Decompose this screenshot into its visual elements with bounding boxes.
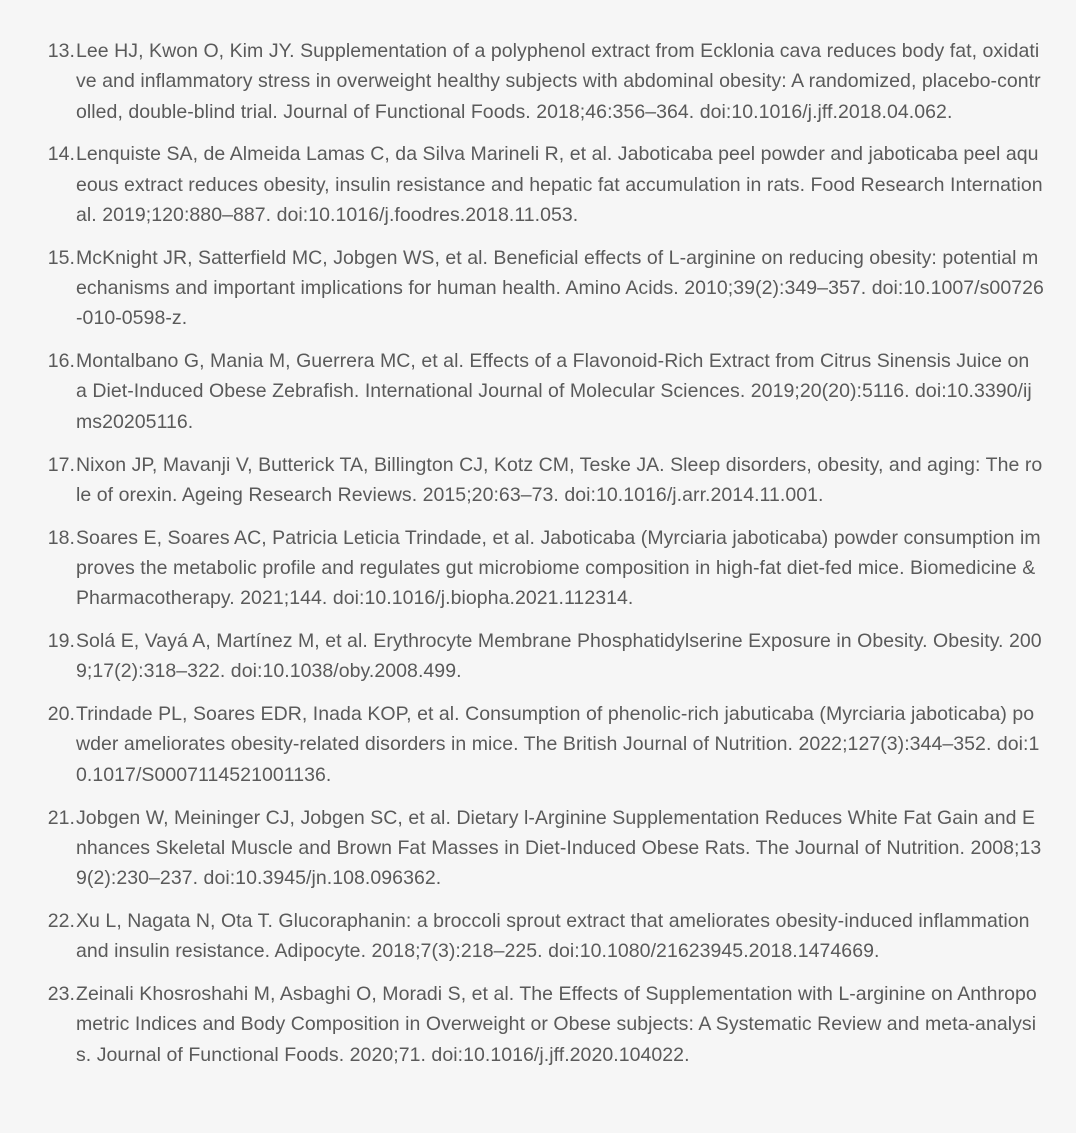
reference-number: 13.	[47, 40, 75, 62]
reference-text: McKnight JR, Satterfield MC, Jobgen WS, et al. Beneficial effects of L-arginine on reducing obesity: potential mechanisms and important implications for human health. Amino Acids. 2010;39(2):349–357. doi:10.1007/s00726-010-0598-z.	[76, 246, 1044, 330]
reference-number: 19.	[47, 630, 75, 653]
reference-number: 22.	[47, 909, 75, 932]
reference-text: Nixon JP, Mavanji V, Butterick TA, Billington CJ, Kotz CM, Teske JA. Sleep disorders, obesity, and aging: The role of orexin. Ageing Research Reviews. 2015;20:63–73. doi:10.1016/j.arr.2014.11.001.	[76, 453, 1043, 506]
reference-text: Montalbano G, Mania M, Guerrera MC, et al. Effects of a Flavonoid-Rich Extract from Citrus Sinensis Juice on a Diet-Induced Obese Zebrafish. International Journal of Molecular Sciences. 2019;20(20):5116. doi:10.3390/ijms20205116.	[76, 350, 1032, 433]
reference-text: Soares E, Soares AC, Patricia Leticia Trindade, et al. Jaboticaba (Myrciaria jaboticaba) powder consumption improves the metabolic profile and regulates gut microbiome composition in high-fat diet-fed mice. Biomedicine & Pharmacotherapy. 2021;144. doi:10.1016/j.biopha.2021.112314.	[76, 526, 1041, 610]
reference-text: Solá E, Vayá A, Martínez M, et al. Erythrocyte Membrane Phosphatidylserine Exposure in Obesity. Obesity. 2009;17(2):318–322. doi:10.1038/oby.2008.499.	[76, 630, 1042, 683]
reference-item	[30, 243, 1045, 334]
reference-item	[30, 803, 1045, 894]
reference-number: 23.	[47, 983, 75, 1006]
reference-item	[30, 36, 1045, 127]
reference-text: Zeinali Khosroshahi M, Asbaghi O, Moradi S, et al. The Effects of Supplementation with L-arginine on Anthropometric Indices and Body Composition in Overweight or Obese subjects: A Systematic Review and meta-analysis. Journal of Functional Foods. 2020;71. doi:10.1016/j.jff.2020.104022.	[76, 983, 1037, 1066]
reference-number: 20.	[47, 703, 75, 726]
reference-text: Trindade PL, Soares EDR, Inada KOP, et al. Consumption of phenolic-rich jabuticaba (Myrciaria jaboticaba) powder ameliorates obesity-related disorders in mice. The British Journal of Nutrition. 2022;127(3):344–352. doi:10.1017/S0007114521001136.	[76, 703, 1040, 786]
reference-text: Lee HJ, Kwon O, Kim JY. Supplementation of a polyphenol extract from Ecklonia cava reduces body fat, oxidative and inflammatory stress in overweight healthy subjects with abdominal obesity: A randomized, placebo-controlled, double-blind trial. Journal of Functional Foods. 2018;46:356–364. doi:10.1016/j.jff.2018.04.062.	[76, 40, 1041, 123]
reference-text: Jobgen W, Meininger CJ, Jobgen SC, et al. Dietary l-Arginine Supplementation Reduces White Fat Gain and Enhances Skeletal Muscle and Brown Fat Masses in Diet-Induced Obese Rats. The Journal of Nutrition. 2008;139(2):230–237. doi:10.3945/jn.108.096362.	[76, 806, 1042, 890]
reference-text: Lenquiste SA, de Almeida Lamas C, da Silva Marineli R, et al. Jaboticaba peel powder and jaboticaba peel aqueous extract reduces obesity, insulin resistance and hepatic fat accumulation in rats. Food Research International. 2019;120:880–887. doi:10.1016/j.foodres.2018.11.053.	[76, 143, 1043, 226]
reference-text: Xu L, Nagata N, Ota T. Glucoraphanin: a broccoli sprout extract that ameliorates obesity-induced inflammation and insulin resistance. Adipocyte. 2018;7(3):218–225. doi:10.1080/21623945.2018.1474669.	[76, 909, 1030, 963]
reference-number: 17.	[47, 453, 75, 476]
reference-item	[30, 699, 1045, 790]
reference-number: 16.	[47, 350, 75, 373]
reference-item	[30, 346, 1045, 437]
reference-item	[30, 450, 1045, 511]
reference-number: 18.	[47, 526, 75, 549]
reference-item	[30, 906, 1045, 967]
reference-item	[30, 626, 1045, 687]
reference-item	[30, 523, 1045, 614]
reference-number: 21.	[47, 806, 75, 829]
reference-number: 14.	[47, 143, 75, 166]
reference-number: 15.	[47, 246, 75, 269]
reference-item	[30, 979, 1045, 1070]
reference-item	[30, 139, 1045, 230]
